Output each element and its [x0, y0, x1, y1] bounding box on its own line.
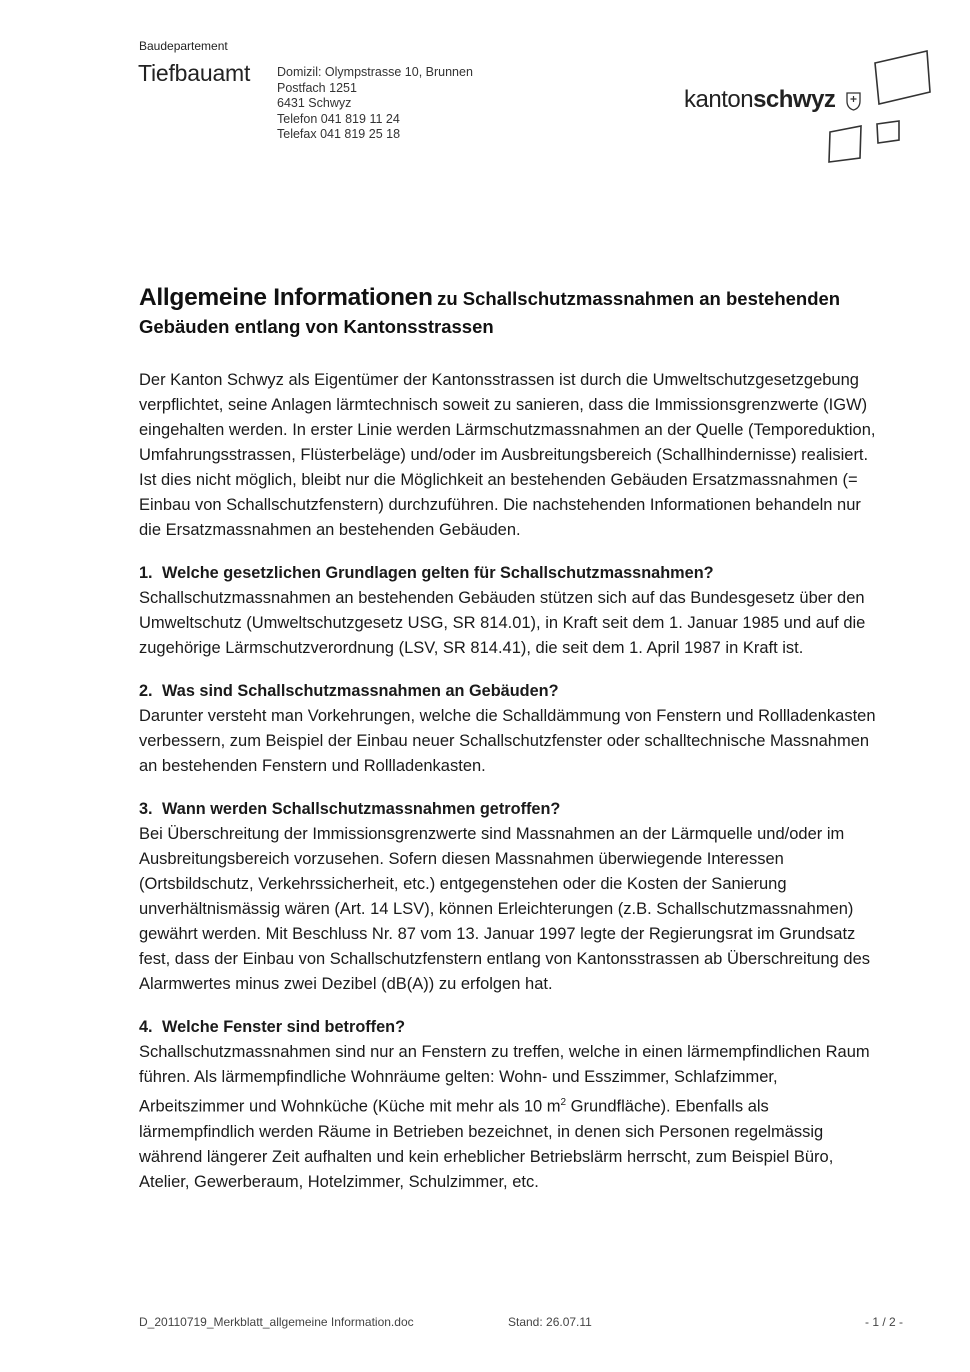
logo-word-bold: schwyz: [753, 86, 836, 113]
address-line: Telefax 041 819 25 18: [277, 127, 401, 141]
answer-text: Grundfläche). Ebenfalls als lärmempfindlich werden Räume in Betrieben bezeichnet, in denen sich Personen regelmässig während längerer Zeit aufhalten und kein erheblicher Betriebslärm herrscht, zum Beispiel Büro, Atelier, Gewerberaum, Hotelzimmer, Schulzimmer, etc.: [139, 1097, 834, 1191]
section-heading: [139, 797, 879, 822]
logo-word-regular: kanton: [684, 86, 754, 113]
section-question: Wann werden Schallschutzmassnahmen getroffen?: [162, 800, 561, 818]
section-question: Was sind Schallschutzmassnahmen an Gebäuden?: [162, 682, 559, 700]
section-number: 4.: [139, 1018, 153, 1036]
section-answer: Darunter versteht man Vorkehrungen, welche die Schalldämmung von Fenstern und Rollladenkasten verbessern, zum Beispiel der Einbau neuer Schallschutzfenster oder schalltechnische Massnahmen an bestehenden Fenstern und Rollladenkasten.: [139, 707, 876, 775]
document-body: [139, 368, 879, 1213]
superscript: 2: [560, 1097, 567, 1108]
answer-text: Schallschutzmassnahmen sind nur an Fenstern zu treffen, welche in einen lärmempfindlichen Raum führen. Als lärmempfindliche Wohnräume gelten: Wohn- und Esszimmer, Schlafzimmer, Arbeitszimmer und Wohnküche (Küche mit mehr als 10 m: [139, 1043, 870, 1116]
section-number: 3.: [139, 800, 153, 818]
kanton-schwyz-logo: [680, 48, 940, 168]
section-answer: Schallschutzmassnahmen an bestehenden Gebäuden stützen sich auf das Bundesgesetz über den Umweltschutz (Umweltschutzgesetz USG, SR 814.01), in Kraft seit dem 1. Januar 1985 und auf die zugehörige Lärmschutzverordnung (LSV, SR 814.41), die seit dem 1. April 1987 in Kraft ist.: [139, 589, 866, 657]
section-question: Welche Fenster sind betroffen?: [162, 1018, 406, 1036]
section-heading: [139, 1015, 879, 1040]
footer-filename: D_20110719_Merkblatt_allgemeine Information.doc: [139, 1315, 414, 1329]
footer-page-number: - 1 / 2 -: [864, 1315, 903, 1329]
section-question: Welche gesetzlichen Grundlagen gelten für Schallschutzmassnahmen?: [162, 564, 714, 582]
section-number: 2.: [139, 682, 153, 700]
intro-paragraph: Der Kanton Schwyz als Eigentümer der Kantonsstrassen ist durch die Umweltschutzgesetzgebung verpflichtet, seine Anlagen lärmtechnisch soweit zu sanieren, dass die Immissionsgrenzwerte (IGW) eingehalten werden. In erster Linie werden Lärmschutzmassnahmen an der Quelle (Temporeduktion, Umfahrungsstrassen, Flüsterbeläge) und/oder im Ausbreitungsbereich (Schallhindernisse) realisiert. Ist dies nicht möglich, bleibt nur die Möglichkeit an bestehenden Gebäuden Ersatzmassnahmen (= Einbau von Schallschutzfenstern) durchzuführen. Die nachstehenden Informationen behandeln nur die Ersatzmassnahmen an bestehenden Gebäuden.: [139, 371, 876, 539]
address-line: Postfach 1251: [277, 80, 357, 95]
document-title: [139, 284, 879, 341]
title-sub: zu Schallschutzmassnahmen an bestehenden Gebäuden entlang von Kantonsstrassen: [139, 288, 841, 337]
page-footer: [139, 1315, 903, 1331]
section-answer: [139, 1040, 879, 1195]
footer-date: Stand: 26.07.11: [508, 1315, 592, 1329]
address-line: Telefon 041 819 11 24: [277, 111, 400, 126]
title-main: Allgemeine Informationen: [139, 284, 433, 311]
section-heading: [139, 679, 879, 704]
section-heading: [139, 561, 879, 586]
logo-wordmark: [684, 86, 835, 114]
department-label: Baudepartement: [139, 39, 228, 53]
section-answer: Bei Überschreitung der Immissionsgrenzwerte sind Massnahmen an der Lärmquelle und/oder im Ausbreitungsbereich vorzusehen. Sofern diesen Massnahmen überwiegende Interessen (Ortsbildschutz, Verkehrssicherheit, etc.) entgegenstehen oder die Kosten der Sanierung unverhältnismässig wären (Art. 14 LSV), können Erleichterungen (z.B. Schallschutzmassnahmen) gewährt werden. Mit Beschluss Nr. 87 vom 13. Januar 1997 legte der Regierungsrat im Grundsatz fest, dass der Einbau von Schallschutzfenstern entlang von Kantonsstrassen ab Überschreitung des Alarmwertes minus zwei Dezibel (dB(A)) zu erfolgen hat.: [139, 825, 871, 993]
address-block: [277, 65, 473, 143]
address-line: 6431 Schwyz: [277, 96, 352, 110]
address-line: Domizil: Olympstrasse 10, Brunnen: [277, 65, 473, 79]
section-number: 1.: [139, 564, 153, 582]
office-name: Tiefbauamt: [138, 60, 251, 86]
